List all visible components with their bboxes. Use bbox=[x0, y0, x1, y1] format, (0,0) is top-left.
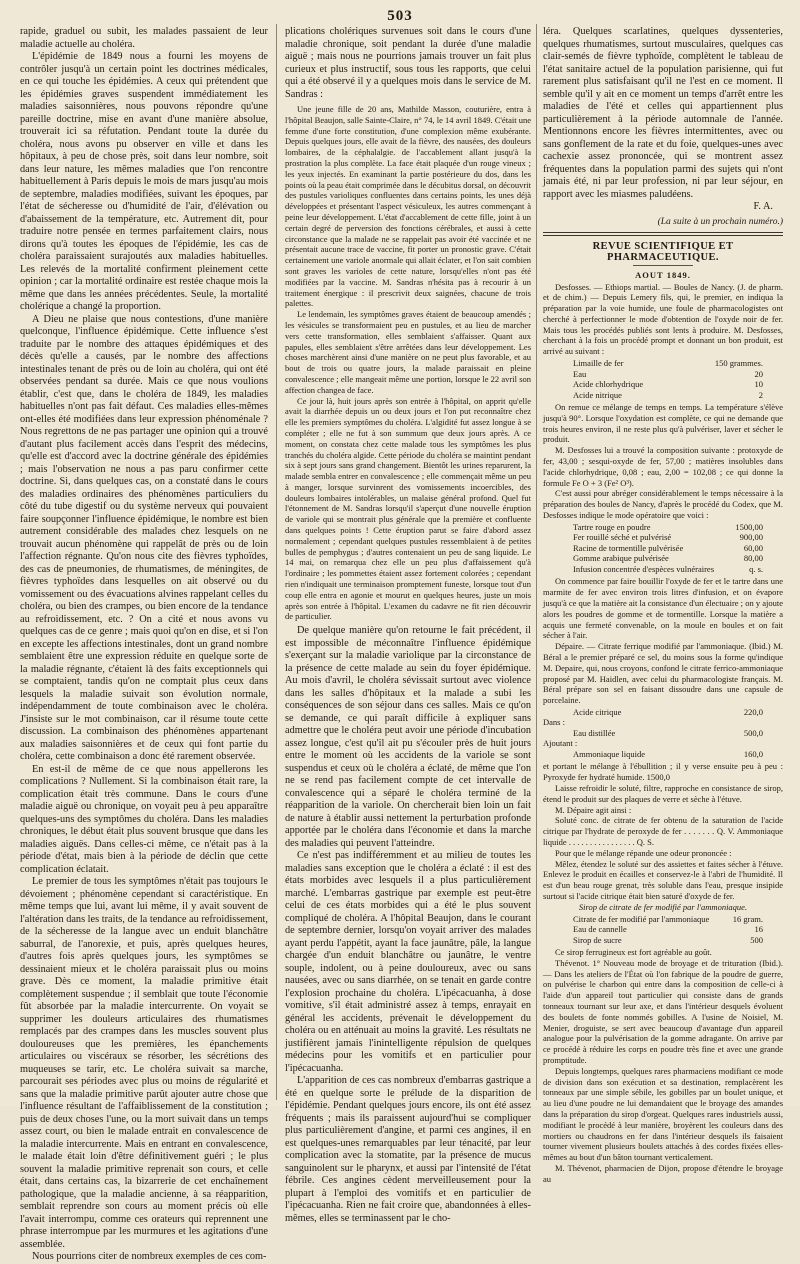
page-number: 503 bbox=[387, 8, 413, 24]
paragraph: L'apparition de ces cas nombreux d'embarras gastrique a été en quelque sorte le prélude de la disparition de l'épidémie. Pendant quelques jours encore, ils ont été assez fréquents ; mais ils paraissent aujourd'hui se compliquer plus particulièrement d'angine, et parmi ces angines, il en est quelques-unes remarquables par leur ténacité, par leur complication avec la stomatite, par la présence de mucus sanguinolent sur le pharynx, et aussi par l'intensité de l'état fébrile. Ces angines cèdent merveilleusement pour la plupart à l'emploi des vomitifs et en particulier de l'ipécacuanha. Rien ne fait croire que, abandonnées à elles-mêmes, elles se terminassent par le cho- bbox=[285, 1075, 531, 1224]
column-1 bbox=[20, 26, 268, 1262]
paragraph: C'est aussi pour abréger considérablement le temps nécessaire à la préparation des boules de Nancy, d'après le procédé du Codex, que M. Desfosses indique le mode opératoire que voici : bbox=[543, 488, 783, 521]
formula-row: Citrate de fer modifié par l'ammoniaque 16 gram. bbox=[573, 913, 763, 924]
paragraph: Thévenot. 1° Nouveau mode de broyage et de trituration (Ibid.). — Dans les ateliers de l'État où l'on fabrique de la poudre de guerre, on pulvérise le charbon qui entre dans la composition de celle-ci à l'aide d'un appareil tout particulier qui consiste dans de grands tonneaux tournant sur leur axe, et dans l'intérieur desquels évoluent des boulets de fonte nommés gobilles. A l'usine de Noisiel, M. Menier, droguiste, se sert avec beaucoup d'avantage d'un appareil analogue pour la pulvérisation de la gomme adragante. On arrive par ce procédé à réduire les corps en poudre très fine et avec une grande promptitude. bbox=[543, 957, 783, 1066]
paragraph: Desfosses. — Ethiops martial. — Boules de Nancy. (J. de pharm. et de chim.) — Depuis Lemery fils, qui, le premier, en indiqua la préparation par la voie humide, une foule de pharmacologistes ont cherché à perfectionner le mode d'obtention de l'oxyde noir de fer. Mais tous les procédés publiés sont lents à produire. M. Desfosses, cherchant à la fois un procédé prompt et donnant un bon produit, est arrivé au suivant : bbox=[543, 281, 783, 357]
paragraph: Pour que le mélange répande une odeur prononcée : bbox=[555, 847, 732, 858]
formula-row: Gomme arabique pulvérisée 80,00 bbox=[573, 553, 763, 564]
paragraph: On commence par faire bouillir l'oxyde de fer et le tartre dans une marmite de fer avec environ trois litres d'infusion, et on évapore jusqu'à ce que la matière ait la consistance d'un électuaire ; on y ajoute alors les poudres de gomme et de tormentille. Lorsque la matière a acquis une fermeté convenable, on la moule en boules et on fait sécher à l'air. bbox=[543, 576, 783, 641]
author-signature: F. A. bbox=[753, 201, 773, 212]
formula-row: Racine de tormentille pulvérisée 60,00 bbox=[573, 542, 763, 553]
formula-table bbox=[543, 707, 783, 760]
paragraph: Mêlez, étendez le soluté sur des assiettes et faites sécher à l'étuve. Enlevez le produit en écailles et conservez-le à l'abri de l'humidité. Il est d'un beau rouge grenat, très soluble dans l'eau, presque insipide surtout si l'acide citrique était bien saturé d'oxyde de fer. bbox=[543, 858, 783, 901]
paragraph: M. Thévenot, pharmacien de Dijon, propose d'étendre le broyage au bbox=[543, 1163, 783, 1184]
column-2 bbox=[285, 26, 531, 1224]
paragraph: Nous pourrions citer de nombreux exemples de ces com- bbox=[32, 1251, 267, 1262]
paragraph: Ce sirop ferrugineux est fort agréable au goût. bbox=[555, 947, 712, 958]
paragraph: L'épidémie de 1849 nous a fourni les moyens de contrôler jusqu'à un certain point les doctrines médicales, en ce qui touche les épidémies. A ceux qui prétendent que les épidémies graves suspendent immédiatement les maladies saisonnières, nous pouvons répondre qu'une pareille doctrine, mise en avant d'une manière absolue, trouverait ici sa réfutation. Pendant toute la durée du choléra, nous avons pu observer en ville et dans les hôpitaux, à peu de chose près, soit dans leur nombre, soit dans leur nature, les mêmes maladies que l'on rencontre habituellement à Paris depuis le mois de mars jusqu'au mois de septembre, maladies modifiées, suivant les époques, par l'état de sécheresse ou d'humidité de l'air, d'élévation ou d'abaissement de la température, etc. Autrement dit, pour traduire notre pensée en termes parfaitement clairs, nous dirons qu'à toutes les époques de l'épidémie, les cas de choléra paraissaient surajoutés aux maladies habituelles. Les relevés de la mortalité confirment pleinement cette opinion ; car la mortalité ordinaire est restée chaque mois la même que dans les années précédentes. Seule, la mortalité cholérique a changé la proportion. bbox=[20, 51, 268, 312]
paragraph: On remue ce mélange de temps en temps. La température s'élève jusqu'à 90°. Lorsque l'oxydation est complète, ce qui ne demande que trois heures environ, il ne reste plus qu'à pulvériser, laver et sécher le produit. bbox=[543, 402, 783, 445]
continued-note: (La suite à un prochain numéro.) bbox=[657, 216, 783, 227]
formula-title: Sirop de citrate de fer modifié par l'ammoniaque. bbox=[578, 901, 748, 912]
divider bbox=[633, 265, 693, 266]
paragraph: et portant le mélange à l'ébullition ; il y verse ensuite peu à peu : Pyroxyde fer hydraté humide. 1500,0 bbox=[543, 761, 783, 783]
formula-row: Ajoutant : bbox=[543, 738, 578, 749]
case-report-paragraph: Le lendemain, les symptômes graves étaient de beaucoup amendés ; les vésicules se transformaient peu en pustules, et au lieu de marcher vers cette transformation, elles semblaient s'affaisser. Quant aux papules, elles semblaient s'être arrêtées dans leur développement. Les choses marchèrent ainsi d'une manière on ne peut plus favorable, et au bout de trois ou quatre jours, la malade paraissait en pleine convalescence ; elle mangeait même une portion, lorsque le 22 avril son affection changea de face. bbox=[285, 309, 531, 395]
case-report-paragraph: Une jeune fille de 20 ans, Mathilde Masson, couturière, entra à l'hôpital Beaujon, salle Sainte-Claire, n° 74, le 14 avril 1849. C'était une femme d'une forte constitution, d'une complexion même exubérante. Depuis quelques jours, elle avait de la fièvre, des nausées, des douleurs lombaires, de la céphalalgie. de l'accablement allant jusqu'à la prostration la plus complète. La face était plaquée d'un rouge vineux ; les yeux injectés. En examinant la partie postérieure du dos, dans les points où la peau était comprimée dans le décubitus dorsal, on découvrit des pustules varioliques confluentes dans certains points, les unes déjà développées et présentant l'aspect vésiculeux, les autres commençant à peine leur développement. L'état d'accablement de cette fille, joint à un certain degré de perversion des fonctions cérébrales, et aussi à cette circonstance que la malade ne se rappelait pas avoir été vaccinée et ne présentait aucune trace de vaccine, fit porter un pronostic grave. C'était certainement une variole anormale qui allait éclater, et l'on sait combien sont graves les varioles de cette nature, lorsqu'elles n'ont pas été modifiées par la vaccine. M. Sandras n'hésita pas à recourir à un traitement énergique : il prescrivit deux saignées, chacune de trois palettes. bbox=[285, 104, 531, 309]
paragraph: rapide, graduel ou subit, les malades passaient de leur maladie actuelle au choléra. bbox=[20, 26, 268, 50]
formula-row: Dans : bbox=[543, 717, 565, 728]
paragraph: A Dieu ne plaise que nous contestions, d'une manière quelconque, l'influence épidémique. Cette influence s'est traduite par le nombre des attaques épidémiques et des décès qu'elle a causés, par le nombre des affections intestinales tenant de près ou de loin au choléra, qui ont été observées pendant sa durée. Mais ce que nous voulions établir, c'est que, dans le choléra de 1849, les maladies habituelles n'ont pas fait défaut. Ces maladies elles-mêmes ont-elles été modifiées dans leur expression phénoménale ? Nous regrettons de ne pas partager une opinion qui a trouvé d'autant plus facilement accès dans l'esprit des médecins, qu'elle est d'accord avec la doctrine générale des épidémies ; mais l'observation ne nous a pas paru confirmer cette doctrine. Si, dans quelques cas, on a constaté dans le cours des maladies ordinaires des phénomènes particuliers du côté du tube digestif ou du système nerveux qui pouvaient faire soupçonner l'influence épidémique, le nombre est bien autrement considérable des malades chez lesquels on ne trouvait aucun phénomène qui rappelât de près ou de loin l'affection régnante. Qu'on nous cite des fièvres typhoïdes, des cas de pneumonies, de rhumatismes, de méningites, de fièvres typhoïdes dans lesquelles on ait observé ou du vomissement ou des évacuations alvines rappelant celles du choléra, ou bien des crampes, ou bien encore de la tendance au refroidissement, etc. ? On a cité et nous avons vu quelques cas de ce genre ; mais quoi qu'on en dise, et si l'on en excepte les affections intestinales, dont un grand nombre semblaient être une expression réduite en quelque sorte de la maladie régnante, c'étaient là des faits exceptionnels qui se comptaient, tandis qu'on ne comptait plus ceux dans lesquels la maladie suivait son évolution normale, indépendamment de toute combinaison avec le choléra. J'insiste sur le mot combinaison, car il résume toute cette discussion. La combinaison des phénomènes appartenant aux maladies saisonnières et de ceux qui font partie du choléra, cette combinaison a donc été rarement observée. bbox=[20, 313, 268, 762]
formula-table bbox=[543, 914, 783, 946]
formula-row: Limaille de fer 150 grammes. bbox=[573, 358, 763, 369]
paragraph: De quelque manière qu'on retourne le fait précédent, il est impossible de méconnaître l'influence épidémique s'exerçant sur la maladie variolique par la circonstance de la présence de cette malade au sein du foyer épidémique. Au mois d'avril, le choléra sévissait surtout avec violence dans les salles d'hôpitaux et la malade a subi les conséquences de son séjour dans ces salles. Mais ce qu'on se demande, ce qui paraît difficile à expliquer sans admettre que le choléra peut avoir une période d'incubation assez longue, c'est qu'il ait pu s'écouler près de huit jours entre le moment où les accidents de la variole se sont suspendus et ceux où le choléra a éclaté, de même que l'on ne se rend pas facilement compte de cet intervalle de convalescence qui a séparé le choléra terminé de la réapparition de la variole. On chercherait bien loin un fait de nature à établir aussi nettement la perturbation profonde apportée par le choléra dans l'économie et dans la marche des maladies qui peuvent l'atteindre. bbox=[285, 625, 531, 849]
formula-row: Acide nitrique 2 bbox=[573, 389, 763, 400]
formula-row: Infusion concentrée d'espèces vulnéraires q. s. bbox=[573, 563, 763, 574]
paragraph: Le premier de tous les symptômes n'était pas toujours le dévoiement ; phénomène cependant si caractéristique. En même temps que lui, avant lui même, il y avait souvent de l'altération dans les traits, de la tendance au refroidissement, de la sécheresse de la langue avec un enduit blanchâtre saburral, de l'anorexie, et puis, après quelques heures, d'autres fois après quelques jours, les symptômes se dessinaient mieux et le choléra paraissait plus ou moins grave. Dès ce moment, la maladie primitive était complètement suspendue ; il semblait que toute l'économie fût absorbée par la maladie intercurrente. On voyait se supprimer les douleurs articulaires des rhumatismes remplacés par des crampes dans les muscles souvent plus douloureuses que les premières, les épanchements articulaires ou viscéraux se résorber, les sécrétions des muqueuses se tarir, etc. Le choléra suivait sa marche, parcourait ses périodes avec plus ou moins de régularité et sans que la maladie primitive parût ajouter autre chose que l'influence résultant de l'affaiblissement de la constitution ; puis de deux choses l'une, ou la mort suivait dans un temps assez court, ou bien le malade entrait en convalescence de la maladie intercurrente. Mais en entrant en convalescence, le malade était loin d'être définitivement guéri ; le plus souvent la maladie primitive reprenait son cours, et celle était, dans certains cas, la bizarrerie de cet enchaînement pathologique, que la maladie ancienne, à sa réapparition, semblait reprendre son cours au moment précis où elle l'avait interrompu, comme ces orateurs qui reprennent une phrase interrompue par les murmures et les agitations d'une assemblée. bbox=[20, 876, 268, 1250]
section-title: REVUE SCIENTIFIQUE ET PHARMACEUTIQUE. bbox=[592, 240, 734, 263]
paragraph: M. Dépaire agit ainsi : bbox=[555, 804, 632, 815]
paragraph: En est-il de même de ce que nous appellerons les complications ? Nullement. Si la combinaison était rare, la complication était très commune. Dans le cours d'une maladie aiguë ou chronique, on voyait peu à peu apparaître quelques-uns des symptômes du choléra. Dans les maladies chroniques, le début était plus souvent brusque que dans les maladies aiguës. Dans celles-ci même, ce n'était pas à la période d'état, mais bien à la période de déclin que cette complication éclatait. bbox=[20, 763, 268, 875]
formula-row: Tartre rouge en poudre 1500,00 bbox=[573, 521, 763, 532]
column-rule bbox=[276, 24, 277, 1100]
formula-row: Acide chlorhydrique 10 bbox=[573, 379, 763, 390]
column-3 bbox=[543, 26, 783, 1184]
paragraph: M. Desfosses lui a trouvé la composition suivante : protoxyde de fer, 43,00 ; sesqui-oxyde de fer, 57,00 ; matières insolubles dans l'acide chlorhydrique, 0,08 ; eau, 2,00 = 102,08 ; ce qui donne la formule Fe O + 3 (Fe² O³). bbox=[543, 445, 783, 488]
formula-row: Ammoniaque liquide 160,0 bbox=[573, 748, 763, 759]
paragraph: Soluté conc. de citrate de fer obtenu de la saturation de l'acide citrique par l'hydrate de peroxyde de fer . . . . . . . Q. V. Ammoniaque liquide . . . . . . . . . . . . . . . . Q. S. bbox=[543, 815, 783, 847]
formula-table bbox=[543, 522, 783, 575]
paragraph: Depuis longtemps, quelques rares pharmaciens modifiant ce mode de division dans son exécution et sa destination, remplacèrent les tonneaux par une simple sébile, les gobilles par un boulet unique, et au lieu d'une poudre ne lui demandaient que le broyage des amandes dans la préparation du sirop d'orgeat. Quelques rares industriels aussi, modifiant le procédé à leur manière, broyèrent les couleurs dans des mortiers ou chaudrons en fer dans l'intérieur desquels ils faisaient tourner vivement plusieurs boulets attachés à des cordes fixées elles-mêmes au bout d'un bâton tournant verticalement. bbox=[543, 1065, 783, 1163]
column-rule bbox=[536, 24, 537, 1100]
case-report-paragraph: Ce jour là, huit jours après son entrée à l'hôpital, on apprit qu'elle avait la diarrhée depuis un ou deux jours et l'on put reconnaître chez elle les premiers symptômes du choléra. L'algidité fut assez longue à se compléter ; elle ne fut à son summum que deux jours après. A ce moment, on constata chez cette malade tous les symptômes les plus tranchés du choléra algide. Cette période du choléra se maintint pendant six à sept jours sans grand changement. Bientôt les urines reparurent, la malade sembla entrer en convalescence ; elle commençait même un peu à manger, lorsque survinrent des vomissements incoercibles, des douleurs lombaires intolérables, un malaise général profond. Quel fut l'étonnement de M. Sandras lorsqu'il s'aperçut d'une nouvelle éruption de variole qui se montrait plus générale que la première et confluente dans quelques points ! Cette éruption parut se faire d'abord assez normalement ; cependant quelques pustules ressemblaient à de petites bulles de pemphygus ; d'autres contenaient un peu de sang liquide. Le 14 mai, on remarqua chez elle un peu plus d'affaissement qu'à l'ordinaire ; les pommettes étaient assez fortement colorées ; cependant rien n'indiquait une terminaison promptement funeste, lorsque tout d'un coup elle entra en agonie et mourut en quelques heures, juste un mois après son entrée à l'hôpital. L'examen du cadavre ne fit rien découvrir de particulier. bbox=[285, 395, 531, 622]
formula-table bbox=[543, 358, 783, 400]
formula-row: Eau de cannelle 16 bbox=[573, 924, 763, 935]
section-date: AOUT 1849. bbox=[635, 269, 691, 280]
formula-row: Eau 20 bbox=[573, 368, 763, 379]
formula-row: Eau distillée 500,0 bbox=[573, 727, 763, 738]
formula-row: Sirop de sucre 500 bbox=[573, 934, 763, 945]
formula-row: Fer rouillé séché et pulvérisé 900,00 bbox=[573, 532, 763, 543]
paragraph: léra. Quelques scarlatines, quelques dyssenteries, quelques rhumatismes, surtout musculaires, quelques cas clair-semés de fièvre typhoïde, complètent le tableau de l'état sanitaire actuel de la population parisienne, qui fut rarement plus satisfaisant qu'il ne l'est en ce moment. Il semble qu'il y ait en ce moment un temps d'arrêt entre les maladies de l'été et celles qui appartiennent plus particulièrement à la période automnale de l'année. Mentionnons encore les fièvres intermittentes, avec ou sans gonflement de la rate et du foie, quelques-unes avec cachexie assez prononcée, qui se montrent assez fréquentes dans la population parmi des sujets qui n'ont jamais été, ni par leur profession, ni par leur séjour, en rapport avec les miasmes paludéens. bbox=[543, 26, 783, 200]
paragraph: plications cholériques survenues soit dans le cours d'une maladie chronique, soit pendant la durée d'une maladie aiguë ; mais nous ne pourrions jamais trouver un fait plus curieux et plus instructif, sous tous les rapports, que celui qui a été observé il y a quelques mois dans le service de M. Sandras : bbox=[285, 26, 531, 100]
section-divider bbox=[543, 232, 783, 236]
paragraph: Ce n'est pas indifféremment et au milieu de toutes les maladies sans exception que le choléra a éclaté : il est des états morbides avec lesquels il a plus particulièrement marché. L'embarras gastrique par exemple est peut-être celui de ces états morbides qui a été le plus souvent compliqué de choléra. A l'hôpital Beaujon, dans le courant de septembre dernier, lorsqu'on voyait arriver des malades ayant perdu l'appétit, ayant la face jaunâtre, pâle, la langue chargée d'un enduit blanchâtre ou jaunâtre, le ventre souple, indolent, ou à peine douloureux, avec ou sans nausées, avec ou sans diarrhée, on se tenait en garde contre l'explosion prochaine du choléra. L'ipécacuanha, à dose vomitive, s'il était administré assez à temps, enrayait en général les accidents, prévenait le développement du choléra ou en atténuait au moins la gravité. Les résultats ne justifièrent jamais l'inintelligente répulsion de quelques médecins pour les vomitifs et en particulier pour l'ipécacuanha. bbox=[285, 850, 531, 1074]
paragraph: Laisse refroidir le soluté, filtre, rapproche en consistance de sirop, étend le produit sur des plaques de verre et sèche à l'étuve. bbox=[543, 783, 783, 804]
paragraph: Dépaire. — Citrate ferrique modifié par l'ammoniaque. (Ibid.) M. Béral a le premier préparé ce sel, du moins sous la forme qu'indique M. Depaire, qui, nous croyons, confond le citrate ferrico-ammoniaque proposé par M. Haidlen, avec celui du pharmacologiste français. M. Béral prépare son sel en faisant dissoudre dans une capsule de porcelaine. bbox=[543, 641, 783, 706]
formula-row: Acide citrique 220,0 bbox=[573, 706, 763, 717]
